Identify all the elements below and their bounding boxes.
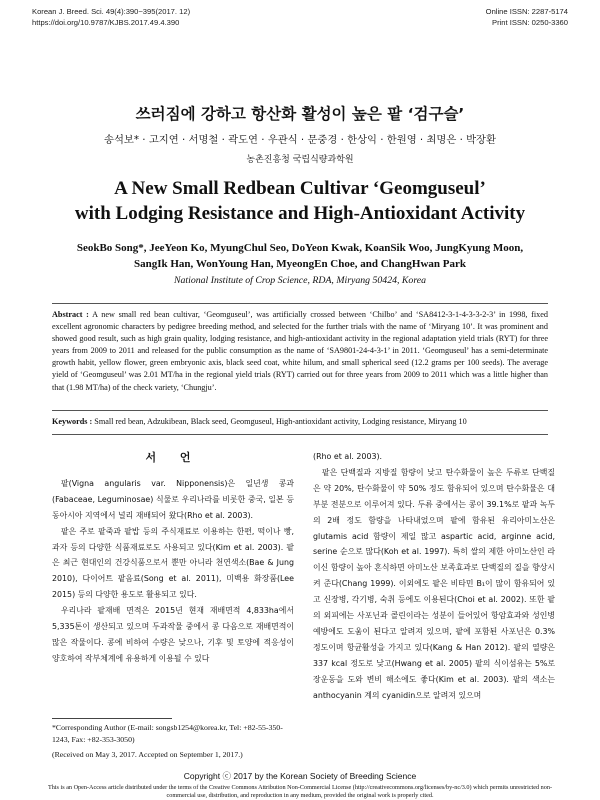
issn-header	[486, 6, 568, 28]
abstract-text: A new small red bean cultivar, ‘Geomguseul’, was artificially crossed between ‘Chilbo’ and ‘SA8412-3-1-4-3-3-2-3’ in 1998, fixed excellent agronomic characters by pedigree breeding method, and selected for the further trials with the name of ‘Miryang 10’. It was prominent and showed good result, such as high grain quality, lodging resistance, and high-antioxidant activity in the regional adaptation yield trials (RYT) for three years from 2009 to 2011 and released for the public consumption as the name of ‘SA9801-24-4-3-1’ in 2011. ‘Geomguseul’ has a semi-determinate growth habit, yellow flower, green embryonic axis, black seed coat, white hilum, and small spherical seed (12.2 grams per 100 seeds). The average yield of ‘Geomguseul’ was 2.01 MT/ha in the regional yield trials (RYT) carried out for three years from 2009 to 2011 which was a little higher than that (1.98 MT/ha) of the check variety, ‘Chungju’.	[52, 310, 548, 392]
keywords-label: Keywords :	[52, 417, 93, 426]
korean-title: 쓰러짐에 강하고 항산화 활성이 높은 팥 ‘검구슬’	[135, 105, 465, 123]
keywords-text: Small red bean, Adzukibean, Black seed, Geomguseul, High-antioxidant activity, Lodging resistance, Miryang 10	[94, 417, 467, 426]
journal-header	[32, 6, 190, 28]
intro-paragraph: 팥은 주로 팥죽과 팥밥 등의 주식재료로 이용하는 한편, 떡이나 빵, 과자 등의 다양한 식품재료로도 사용되고 있다(Kim et al. 2003). 팥은 최근 현대인의 건강식품으로서 뿐만 아니라 천연색소(Bae & Jung 2010), 다이어트 팥음료(Song et al. 2011), 미백용 화장품(Lee 2015) 등의 다양한 용도로 활용되고 있다.	[52, 526, 294, 600]
keywords	[52, 416, 548, 428]
intro-heading: 서 언	[145, 451, 201, 464]
intro-paragraph: (Rho et al. 2003).	[313, 452, 383, 461]
intro-left-column	[52, 448, 294, 667]
license-text: This is an Open-Access article distributed under the terms of the Creative Commons Attribution Non-Commercial License (http://creativecommons.org/licenses/by-nc/3.0) which permits unrestricted non-commercial use, distribution, and reproduction in any medium, provided the original work is properly cited.	[47, 784, 553, 799]
received-dates: (Received on May 3, 2017. Accepted on September 1, 2017.)	[52, 750, 243, 759]
copyright: Copyright ⓒ 2017 by the Korean Society of Breeding Science	[183, 771, 417, 781]
online-issn: Online ISSN: 2287-5174	[485, 7, 568, 16]
intro-paragraph: 팥(Vigna angularis var. Nipponensis)은 일년생 콩과(Fabaceae, Leguminosae) 식물로 우리나라를 비롯한 중국, 일본 등 동아시아 지역에서 널리 재배되어 왔다(Rho et al. 2003).	[52, 478, 294, 520]
intro-paragraph: 팥은 단백질과 지방질 함량이 낮고 탄수화물이 높은 두류로 단백질은 약 20%, 탄수화물이 약 50% 정도 함유되어 있으며 탄수화물은 대부분 전분으로 이루어져 있다. 두류 중에서는 콩이 39.1%로 팥과 녹두의 2배 정도 함량을 나타내었으며 팥에 함유된 유리아미노산은 glutamis acid 함량이 제일 많고 aspartic acid, arginne acid, serine 순으로 많다(Koh et al. 1997). 특히 쌀의 제한 아미노산인 라이신 함량이 높아 혼식하면 아미노산 보족효과로 단백질의 질을 향상시켜 준다(Chang 1999). 이외에도 팥은 비타민 B₁이 많이 함유되어 있고 신장병, 각기병, 숙취 등에도 이용된다(Choi et al. 2002). 또한 팥의 외피에는 사포닌과 콜린이라는 성분이 들어있어 항암효과와 성인병 예방에도 도움이 된다고 알려져 있으며, 팥에 포함된 사포닌은 0.3% 정도이며 항균활성을 가지고 있다(Kang & Han 2012). 팥의 열량은 337 kcal 정도로 낮고(Hwang et al. 2005) 팥의 식이섬유는 5%로 장운동을 도와 변비 해소에도 좋다(Kim et al. 2003). 팥의 색소는 anthocyanin 계의 cyanidin으로 알려져 있으며	[313, 467, 555, 700]
journal-citation: Korean J. Breed. Sci. 49(4):390~395(2017. 12)	[32, 7, 191, 16]
english-affiliation: National Institute of Crop Science, RDA, Miryang 50424, Korea	[173, 275, 427, 286]
footnote-rule	[52, 718, 172, 719]
korean-affiliation: 농촌진흥청 국립식량과학원	[246, 155, 354, 165]
intro-right-column	[313, 449, 555, 704]
footnote	[52, 722, 294, 761]
english-title-line2: with Lodging Resistance and High-Antioxidant Activity	[74, 203, 526, 224]
abstract	[52, 309, 548, 394]
keywords-bottom-rule	[52, 434, 548, 435]
english-title	[0, 176, 600, 226]
english-authors-line1: SeokBo Song*, JeeYeon Ko, MyungChul Seo, DoYeon Kwak, KoanSik Woo, JungKyung Moon,	[76, 242, 524, 254]
english-authors	[0, 240, 600, 272]
print-issn: Print ISSN: 0250-3360	[492, 18, 568, 27]
intro-paragraph: 우리나라 팥재배 면적은 2015년 현재 재배면적 4,833ha에서 5,335톤이 생산되고 있으며 두과작물 중에서 콩 다음으로 재배면적이 많은 작물이다. 콩에 비하여 수량은 낮으나, 기후 및 토양에 적응성이 양호하여 작부체계에 유용하게 이용될 수 있다	[52, 606, 294, 663]
english-title-line1: A New Small Redbean Cultivar ‘Geomguseul’	[114, 178, 486, 199]
abstract-top-rule	[52, 303, 548, 304]
abstract-bottom-rule	[52, 410, 548, 411]
abstract-label: Abstract :	[52, 310, 89, 319]
doi-link[interactable]: https://doi.org/10.9787/KJBS.2017.49.4.390	[32, 18, 180, 27]
english-authors-line2: SangIk Han, WonYoung Han, MyeongEn Choe, and ChangHwan Park	[133, 258, 467, 270]
korean-authors: 송석보* · 고지연 · 서명철 · 곽도연 · 우관식 · 문중경 · 한상익 · 한원영 · 최명은 · 박장환	[104, 134, 496, 146]
corresponding-author: *Corresponding Author (E-mail: songsb1254@korea.kr, Tel: +82-55-350-1243, Fax: +82-353-3050)	[52, 723, 283, 744]
